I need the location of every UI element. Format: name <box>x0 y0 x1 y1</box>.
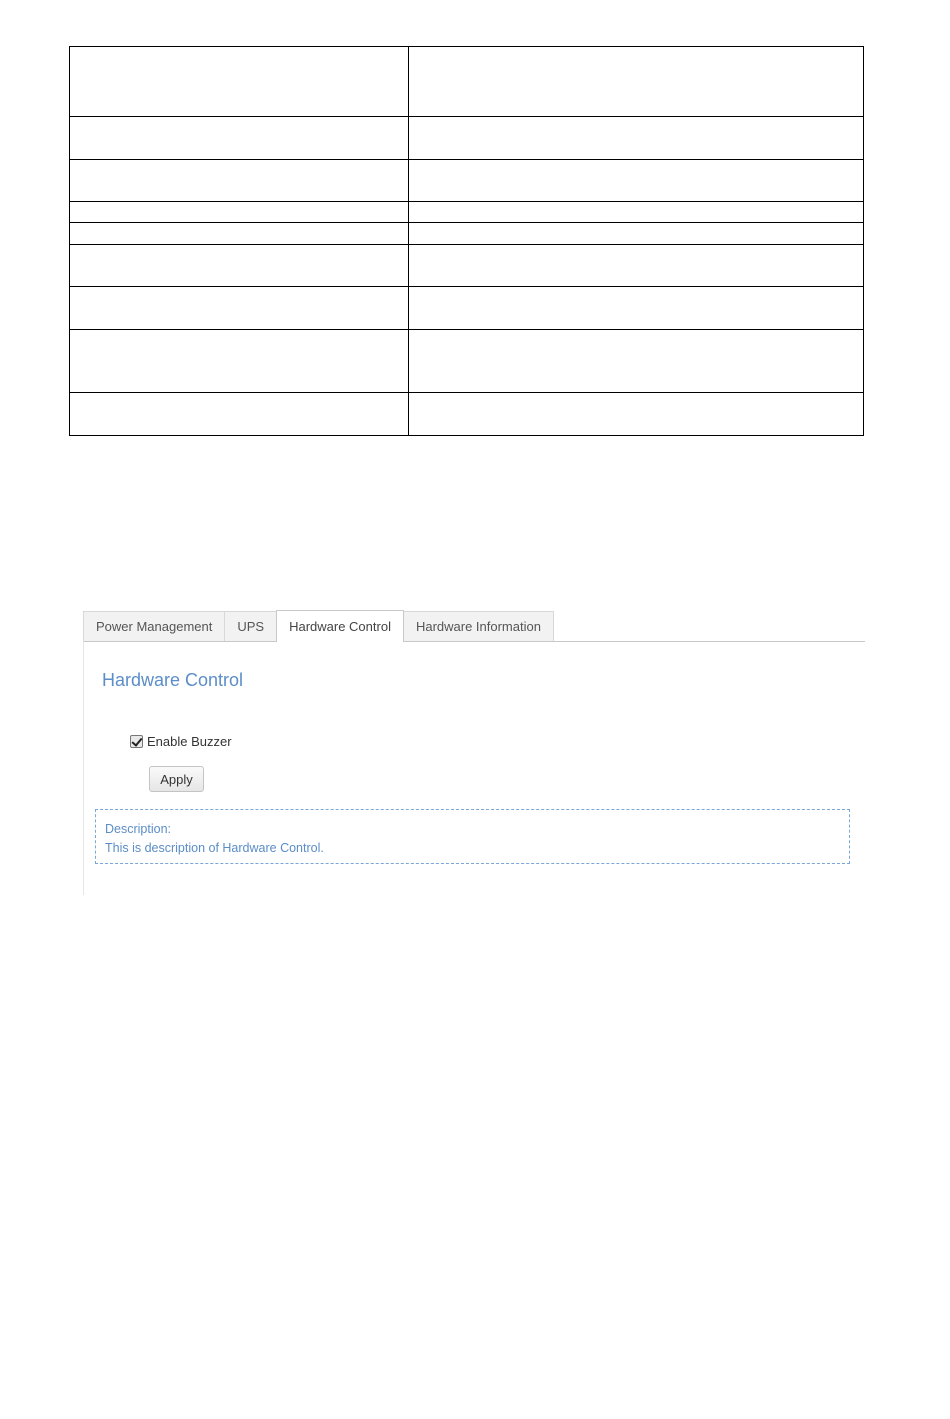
table-cell <box>70 47 409 117</box>
tab-bar <box>83 610 865 642</box>
panel-left-border <box>83 641 84 895</box>
table-row <box>70 202 864 223</box>
blank-table <box>69 46 864 436</box>
apply-button[interactable]: Apply <box>149 766 204 792</box>
table-row <box>70 393 864 436</box>
hardware-control-panel <box>83 610 865 895</box>
table-cell <box>70 393 409 436</box>
table-row <box>70 287 864 330</box>
table-cell <box>409 202 864 223</box>
table-row <box>70 117 864 160</box>
table-cell <box>409 330 864 393</box>
table-cell <box>70 202 409 223</box>
table-cell <box>409 117 864 160</box>
page-title: Hardware Control <box>102 670 244 690</box>
description-text: This is description of Hardware Control. <box>105 841 324 855</box>
table-cell <box>409 393 864 436</box>
table-cell <box>70 287 409 330</box>
table-cell <box>70 245 409 287</box>
table-cell <box>70 330 409 393</box>
table-row <box>70 47 864 117</box>
table-cell <box>409 287 864 330</box>
tab-ups[interactable]: UPS <box>224 611 277 641</box>
enable-buzzer-label[interactable]: Enable Buzzer <box>147 734 232 749</box>
table-cell <box>409 223 864 245</box>
description-box <box>95 809 850 864</box>
table-cell <box>409 245 864 287</box>
table-row <box>70 245 864 287</box>
table-cell <box>70 117 409 160</box>
tab-hardware-information[interactable]: Hardware Information <box>403 611 554 641</box>
table-row <box>70 160 864 202</box>
description-heading: Description: <box>105 822 171 836</box>
table-row <box>70 330 864 393</box>
tab-hardware-control[interactable]: Hardware Control <box>276 610 404 642</box>
table-cell <box>70 223 409 245</box>
enable-buzzer-row <box>130 734 232 749</box>
table-cell <box>70 160 409 202</box>
table-row <box>70 223 864 245</box>
table-cell <box>409 47 864 117</box>
table-cell <box>409 160 864 202</box>
tab-power-management[interactable]: Power Management <box>83 611 225 641</box>
enable-buzzer-checkbox[interactable] <box>130 735 143 748</box>
